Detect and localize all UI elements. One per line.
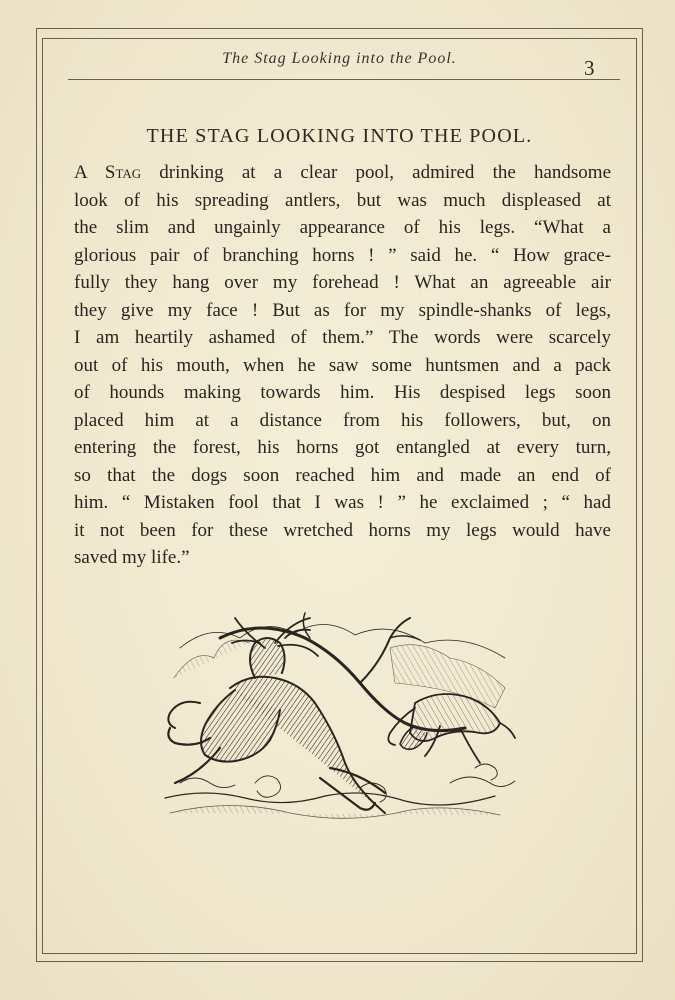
- text-line: the slim and ungainly appearance of his legs. “What a: [74, 217, 611, 238]
- text-line: glorious pair of branching horns ! ” said he. “ How grace-: [74, 244, 611, 266]
- text-line: saved my life.”: [74, 547, 190, 568]
- text-line: so that the dogs soon reached him and made an end of: [74, 464, 611, 486]
- page-number: 3: [584, 56, 595, 80]
- text-line: I am heartily ashamed of them.” The words were scarcely: [74, 327, 611, 348]
- opening-word: Stag: [104, 162, 142, 183]
- text-line: him. “ Mistaken fool that I was ! ” he exclaimed ; “ had: [74, 492, 611, 513]
- text-line: placed him at a distance from his followers, but, on: [74, 409, 611, 431]
- fable-text: [74, 159, 611, 572]
- text-line: of hounds making towards him. His despised legs soon: [74, 382, 611, 403]
- text-line: they give my face ! But as for my spindle-shanks of legs,: [74, 299, 611, 321]
- header-rule: [68, 79, 620, 80]
- fable-title: THE STAG LOOKING INTO THE POOL.: [146, 125, 533, 147]
- opening-letter: A: [74, 162, 87, 183]
- text-line: A Stag drinking at a clear pool, admired the handsome: [74, 162, 612, 183]
- running-head: The Stag Looking into the Pool.: [222, 50, 457, 67]
- text-line: entering the forest, his horns got entangled at every turn,: [74, 437, 611, 458]
- text-line: fully they hang over my forehead ! What an agreeable air: [74, 272, 611, 293]
- text-line: it not been for these wretched horns my legs would have: [74, 519, 611, 541]
- text-line: look of his spreading antlers, but was much displeased at: [74, 189, 611, 211]
- text-line: out of his mouth, when he saw some huntsmen and a pack: [74, 354, 611, 376]
- stag-and-hounds-engraving-icon: [160, 608, 520, 833]
